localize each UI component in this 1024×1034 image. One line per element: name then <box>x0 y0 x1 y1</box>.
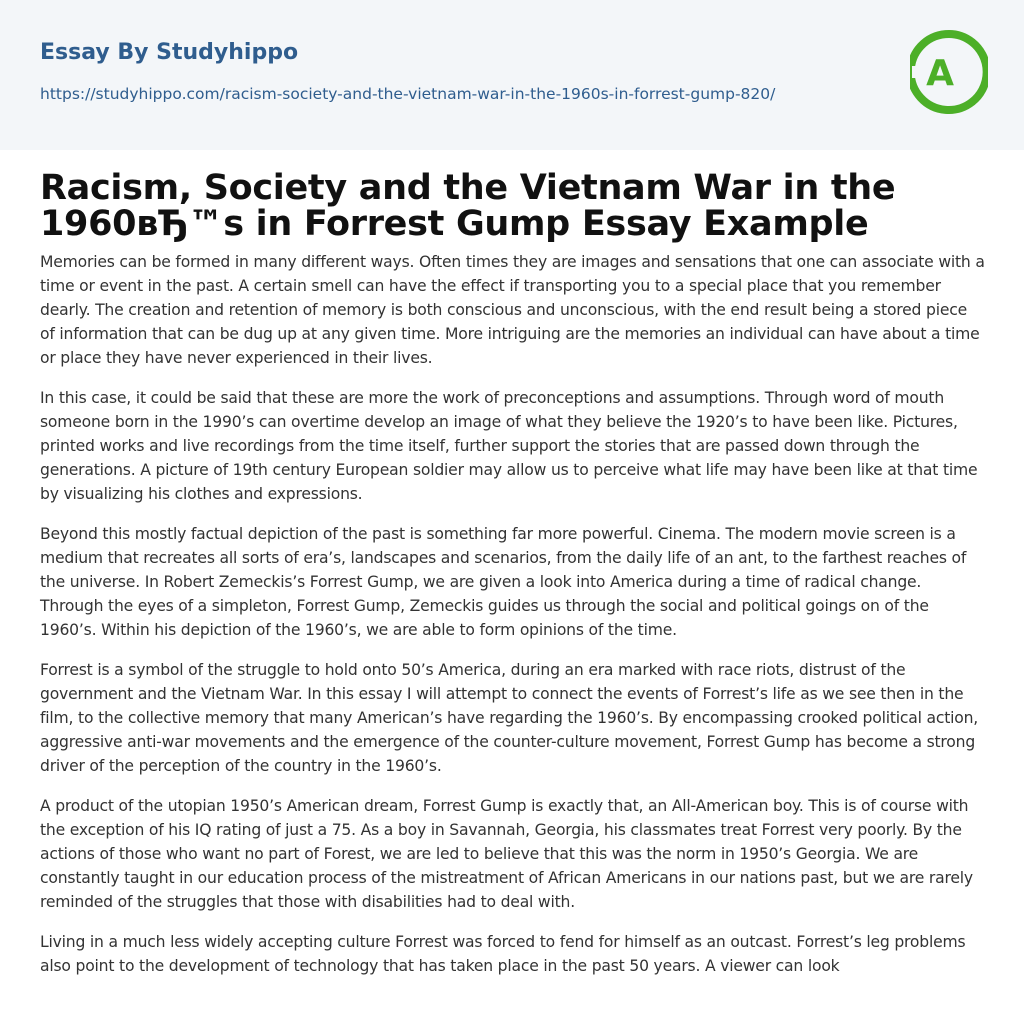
article <box>40 170 986 994</box>
logo-letter: A <box>926 53 954 94</box>
site-header <box>0 0 1024 150</box>
essay-title: Racism, Society and the Vietnam War in the 1960вЂ™s in Forrest Gump Essay Example <box>40 168 896 244</box>
essay-paragraph: Memories can be formed in many different ways. Often times they are images and sensations that one can associate with a time or event in the past. A certain smell can have the effect if transporting you to a special place that you remember dearly. The creation and retention of memory is both conscious and unconscious, with the end result being a stored piece of information that can be dug up at any given time. More intriguing are the memories an individual can have about a time or place they have never experienced in their lives. <box>40 253 985 367</box>
essay-paragraph: Living in a much less widely accepting culture Forrest was forced to fend for himself as an outcast. Forrest’s leg problems also point to the development of technology that has taken place in the past 50 years. A viewer can look <box>40 933 966 975</box>
logo-icon <box>910 28 988 116</box>
essay-paragraph: In this case, it could be said that these are more the work of preconceptions and assumptions. Through word of mouth someone born in the 1990’s can overtime develop an image of what they believe the 1920’s to have been like. Pictures, printed works and live recordings from the time itself, further support the stories that are passed down through the generations. A picture of 19th century European soldier may allow us to perceive what life may have been like at that time by visualizing his clothes and expressions. <box>40 389 978 503</box>
essay-paragraph: A product of the utopian 1950’s American dream, Forrest Gump is exactly that, an All-American boy. This is of course with the exception of his IQ rating of just a 75. As a boy in Savannah, Georgia, his classmates treat Forrest very poorly. By the actions of those who want no part of Forest, we are led to believe that this was the norm in 1950’s Georgia. We are constantly taught in our education process of the mistreatment of African Americans in our nations past, but we are rarely reminded of the struggles that those with disabilities had to deal with. <box>40 797 973 911</box>
studyhippo-logo[interactable] <box>910 28 988 116</box>
essay-url-link[interactable]: https://studyhippo.com/racism-society-and-the-vietnam-war-in-the-1960s-in-forrest-gump-820/ <box>40 85 776 103</box>
essay-paragraph: Beyond this mostly factual depiction of the past is something far more powerful. Cinema. The modern movie screen is a medium that recreates all sorts of era’s, landscapes and scenarios, from the daily life of an ant, to the farthest reaches of the universe. In Robert Zemeckis’s Forrest Gump, we are given a look into America during a time of radical change. Through the eyes of a simpleton, Forrest Gump, Zemeckis guides us through the social and political goings on of the 1960’s. Within his depiction of the 1960’s, we are able to form opinions of the time. <box>40 525 967 639</box>
essay-paragraph: Forrest is a symbol of the struggle to hold onto 50’s America, during an era marked with race riots, distrust of the government and the Vietnam War. In this essay I will attempt to connect the events of Forrest’s life as we see then in the film, to the collective memory that many American’s have regarding the 1960’s. By encompassing crooked political action, aggressive anti-war movements and the emergence of the counter-culture movement, Forrest Gump has become a strong driver of the perception of the country in the 1960’s. <box>40 661 979 775</box>
site-title[interactable]: Essay By Studyhippo <box>40 40 299 65</box>
